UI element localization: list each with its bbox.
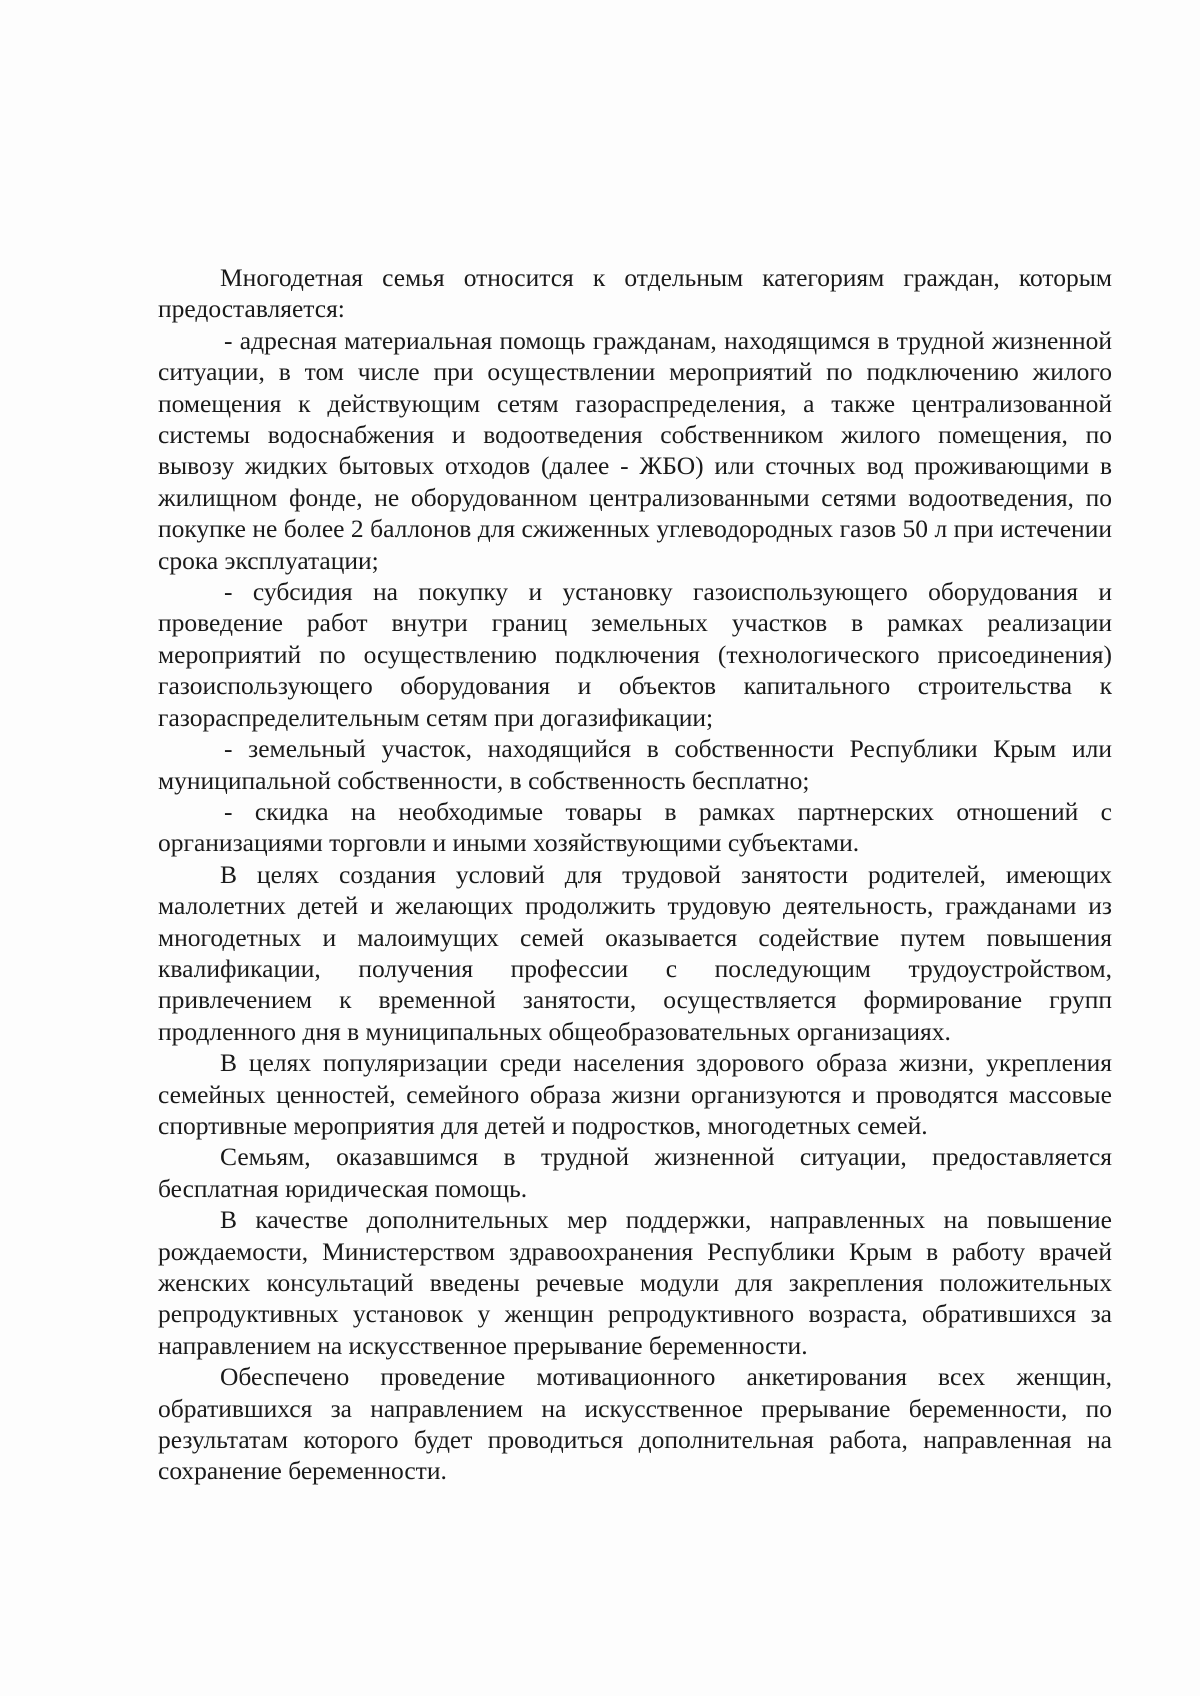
paragraph-employment: В целях создания условий для трудовой занятости родителей, имеющих малолетних детей и желающих продолжить трудовую деятельность, гражданами из многодетных и малоимущих семей оказывается содействие путем повышения квалификации, получения профессии с последующим трудоустройством, привлечением к временной занятости, осуществляется формирование групп продленного дня в муниципальных общеобразовательных организациях.	[158, 859, 1112, 1046]
document-body	[158, 262, 1112, 1487]
paragraph-survey: Обеспечено проведение мотивационного анкетирования всех женщин, обратившихся за направлением на искусственное прерывание беременности, по результатам которого будет проводиться дополнительная работа, направленная на сохранение беременности.	[158, 1362, 1112, 1486]
paragraph-legal-aid: Семьям, оказавшимся в трудной жизненной ситуации, предоставляется бесплатная юридическая помощь.	[158, 1142, 1112, 1203]
list-item-discount: - скидка на необходимые товары в рамках партнерских отношений с организациями торговли и иными хозяйствующими субъектами.	[158, 796, 1112, 858]
list-item-gas-subsidy: - субсидия на покупку и установку газоиспользующего оборудования и проведение работ внутри границ земельных участков в рамках реализации мероприятий по осуществлению подключения (технологического присоединения) газоиспользующего оборудования и объектов капитального строительства к газораспределительным сетям при догазификации;	[158, 577, 1112, 732]
list-item-material-aid: - адресная материальная помощь гражданам, находящимся в трудной жизненной ситуации, в том числе при осуществлении мероприятий по подключению жилого помещения к действующим сетям газораспределения, а также централизованной системы водоснабжения и водоотведения собственником жилого помещения, по вывозу жидких бытовых отходов (далее - ЖБО) или сточных вод проживающими в жилищном фонде, не оборудованном централизованными сетями водоотведения, по покупке не более 2 баллонов для сжиженных углеводородных газов 50 л при истечении срока эксплуатации;	[158, 325, 1112, 575]
paragraph-birth-rate: В качестве дополнительных мер поддержки, направленных на повышение рождаемости, Министерством здравоохранения Республики Крым в работу врачей женских консультаций введены речевые модули для закрепления положительных репродуктивных установок у женщин репродуктивного возраста, обратившихся за направлением на искусственное прерывание беременности.	[158, 1205, 1112, 1360]
paragraph-healthy-lifestyle: В целях популяризации среди населения здорового образа жизни, укрепления семейных ценностей, семейного образа жизни организуются и проводятся массовые спортивные мероприятия для детей и подростков, многодетных семей.	[158, 1048, 1112, 1140]
list-item-land-plot: - земельный участок, находящийся в собственности Республики Крым или муниципальной собственности, в собственность бесплатно;	[158, 734, 1112, 795]
paragraph-intro: Многодетная семья относится к отдельным категориям граждан, которым предоставляется:	[158, 263, 1112, 324]
